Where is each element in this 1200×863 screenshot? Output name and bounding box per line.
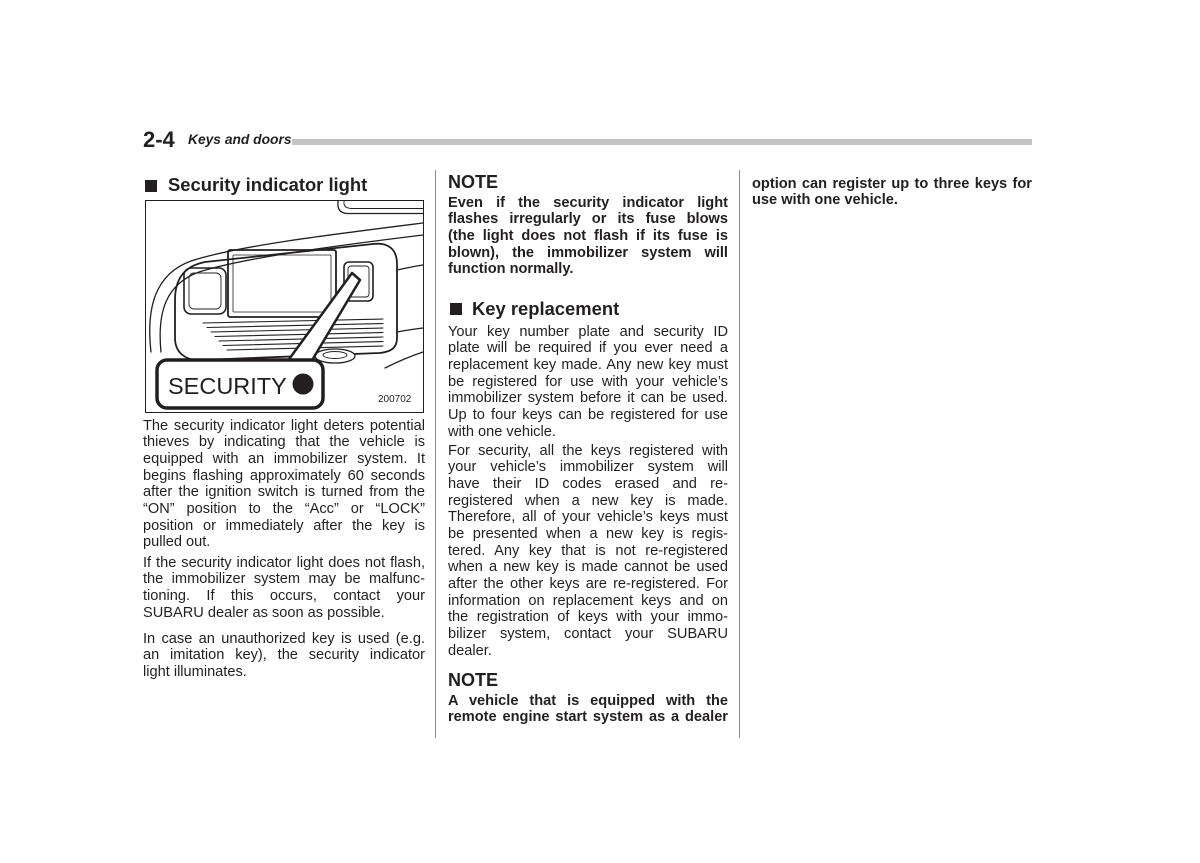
text-line: have their ID codes erased and re- [448,475,728,492]
text-line: flashes irregularly or its fuse blows [448,211,728,228]
text-line: registered when a new key is made. [448,492,728,509]
note-title: NOTE [448,670,499,690]
paragraph [448,443,728,660]
text-line: with one vehicle. [448,423,556,440]
security-indicator-illustration [145,200,424,413]
text-line: an imitation key), the security indicator [143,647,425,664]
paragraph [143,631,425,681]
text-line: (the light does not flash if its fuse is [448,227,728,244]
text-line: plate will be required if you ever need a [448,340,728,357]
text-line: immobilizer system before it can be used. [448,390,728,407]
note-body-continued [752,176,1032,209]
text-line: For security, all the keys registered with [448,442,728,459]
column-divider [435,170,436,738]
text-line: replacement key made. Any new key must [448,356,728,373]
figure-code: 200702 [378,394,412,405]
text-line: position or immediately after the key is [143,517,425,534]
text-line: when a new key is made cannot be used [448,559,728,576]
note-body [448,693,728,726]
text-line: be presented when a new key is regis- [448,525,728,542]
square-bullet-icon [145,180,157,192]
chapter-title: Keys and doors [188,132,292,147]
square-bullet-icon [450,303,462,315]
text-line: blown), the immobilizer system will [448,244,728,261]
text-line: after the other keys are re-registered. For [448,576,728,592]
text-line: tered. Any key that is not re-registered [448,542,728,559]
text-line: option can register up to three keys for [752,175,1032,192]
text-line: equipped with an immobilizer system. It [143,450,425,467]
header-rule [292,139,1032,145]
text-line: remote engine start system as a dealer [448,709,728,726]
text-line: use with one vehicle. [752,192,898,209]
text-line: SUBARU dealer as soon as possible. [143,604,385,621]
text-line: bilizer system, contact your SUBARU [448,626,728,643]
text-line: be registered for use with your vehicle’s [448,373,728,390]
text-line: Therefore, all of your vehicle’s keys must [448,509,728,526]
text-line: the registration of keys with your immo- [448,609,728,626]
text-line: thieves by indicating that the vehicle is [143,434,425,451]
text-line: information on replacement keys and on [448,592,728,609]
section-heading: Key replacement [472,298,620,319]
text-line: The security indicator light deters potential [143,417,425,434]
text-line: Even if the security indicator light [448,194,728,211]
text-line: begins flashing approximately 60 seconds [143,467,425,484]
note-body [448,195,728,278]
text-line: dealer. [448,642,492,659]
text-line: light illuminates. [143,663,247,680]
text-line: the immobilizer system may be malfunc- [143,571,425,588]
text-line: your vehicle’s immobilizer system will [448,459,728,476]
text-line: Up to four keys can be registered for use [448,406,728,423]
paragraph [448,324,728,441]
note-title: NOTE [448,172,499,192]
section-heading: Security indicator light [168,174,368,195]
text-line: If the security indicator light does not flash, [143,554,425,571]
text-line: Your key number plate and security ID [448,323,728,340]
text-line: “ON” position to the “Acc” or “LOCK” [143,500,425,517]
text-line: pulled out. [143,534,211,551]
text-line: A vehicle that is equipped with the [448,692,728,709]
paragraph [143,418,425,552]
text-line: tioning. If this occurs, contact your [143,587,425,604]
text-line: In case an unauthorized key is used (e.g. [143,630,425,647]
text-line: after the ignition switch is turned from the [143,484,425,501]
security-label-text: SECURITY [168,373,287,399]
security-dot-icon [293,374,314,395]
paragraph [143,555,425,622]
column-divider [739,170,740,738]
page-number: 2-4 [143,127,175,152]
text-line: function normally. [448,261,574,278]
